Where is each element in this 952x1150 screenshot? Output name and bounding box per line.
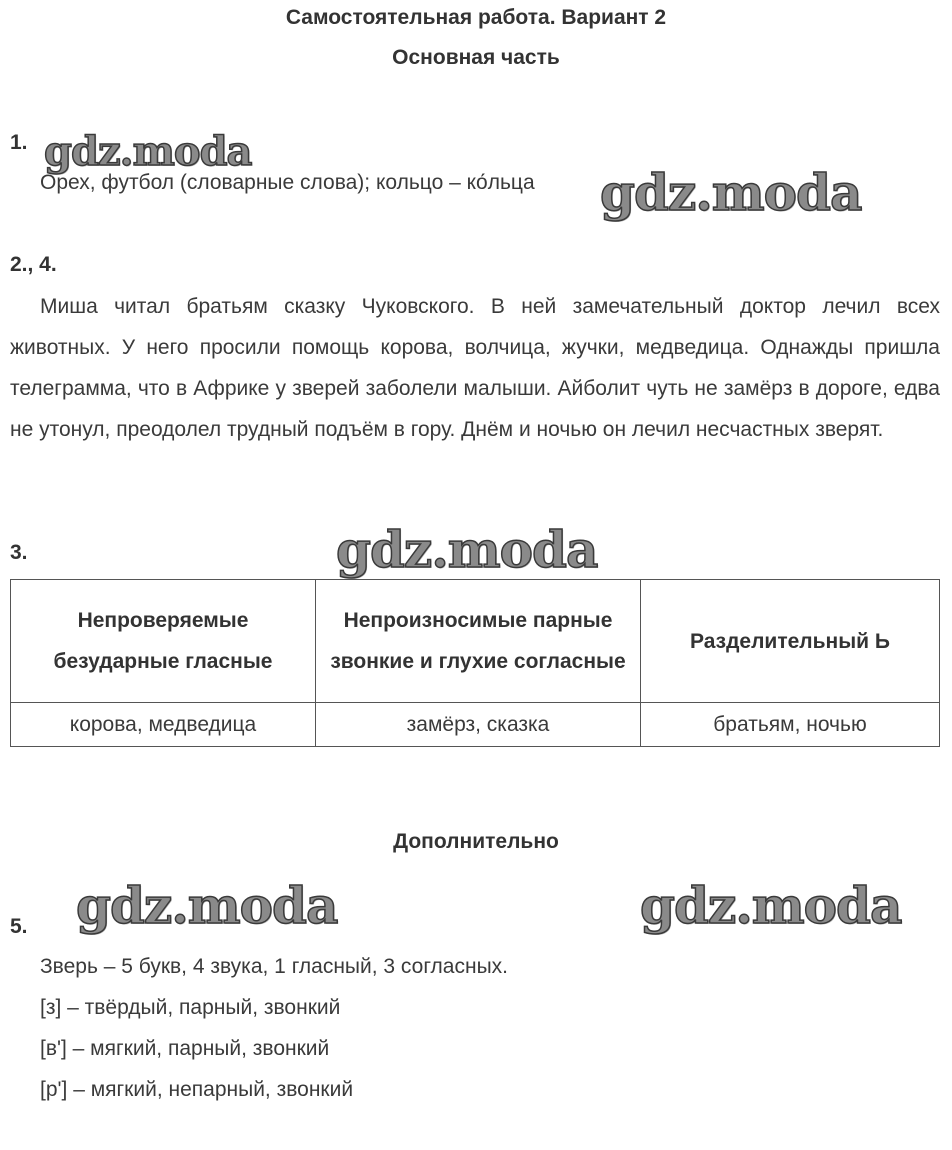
watermark-logo: gdz.moda <box>336 520 598 579</box>
task5-line: [в'] – мягкий, парный, звонкий <box>40 1037 330 1060</box>
table-row <box>11 703 940 747</box>
page-title: Самостоятельная работа. Вариант 2 <box>285 6 667 29</box>
watermark-logo: gdz.moda <box>44 128 252 175</box>
task5-line: [з] – твёрдый, парный, звонкий <box>40 996 341 1019</box>
watermark-logo: gdz.moda <box>640 876 902 935</box>
watermark-logo: gdz.moda <box>600 163 862 222</box>
task1-text: Орех, футбол (словарные слова); кольцо – ко́льца <box>40 171 535 194</box>
extra-section-title: Дополнительно <box>393 830 559 853</box>
task3-number: 3. <box>10 541 28 564</box>
task5-line: [р'] – мягкий, непарный, звонкий <box>40 1078 354 1101</box>
table-cell: корова, медведица <box>11 703 316 747</box>
table-header-cell: Непроизносимые парные звонкие и глухие согласные <box>316 580 641 703</box>
task5-number: 5. <box>10 915 28 938</box>
table-header-cell: Разделительный Ь <box>641 580 940 703</box>
task2-paragraph: Миша читал братьям сказку Чуковского. В ней замечательный доктор лечил всех животных. У него просили помощь корова, волчица, жучки, медведица. Однажды пришла телеграмма, что в Африке у зверей заболели малыши. Айболит чуть не замёрз в дороге, едва не утонул, преодолел трудный подъём в гору. Днём и ночью он лечил несчастных зверят. <box>10 295 940 441</box>
task3-table <box>10 579 940 747</box>
task2-number: 2., 4. <box>10 253 57 276</box>
table-cell: замёрз, сказка <box>316 703 641 747</box>
watermark-logo: gdz.moda <box>76 876 338 935</box>
section-title: Основная часть <box>392 46 560 69</box>
table-header-row <box>11 580 940 703</box>
table-header-cell: Непроверяемые безударные гласные <box>11 580 316 703</box>
task1-number: 1. <box>10 131 28 154</box>
task5-line: Зверь – 5 букв, 4 звука, 1 гласный, 3 согласных. <box>40 955 508 978</box>
table-cell: братьям, ночью <box>641 703 940 747</box>
